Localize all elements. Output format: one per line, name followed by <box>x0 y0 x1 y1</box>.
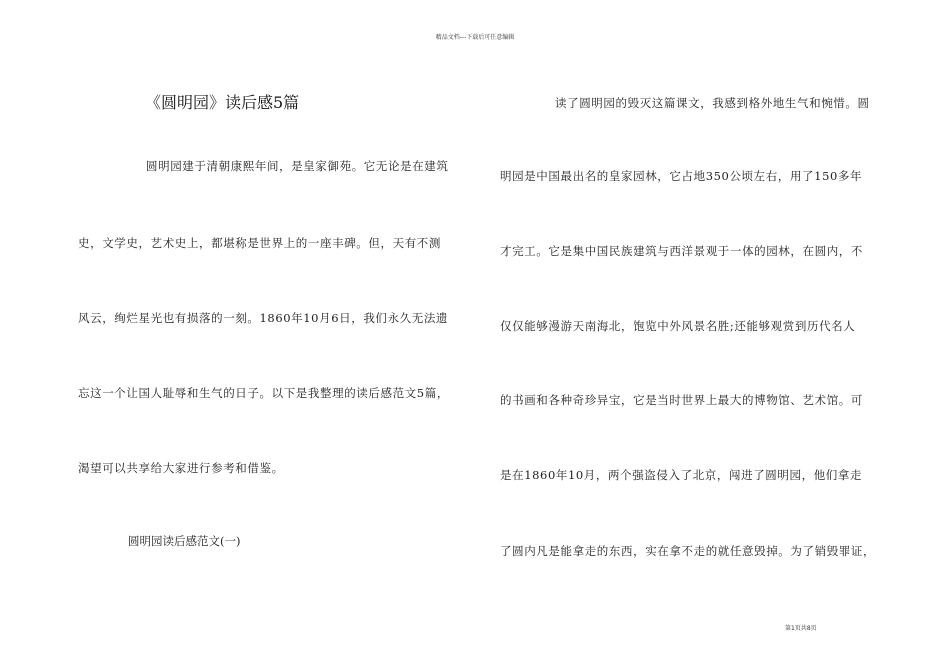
left-line: 风云，绚烂星光也有损落的一刻。1860年10月6日，我们永久无法遗 <box>78 311 449 325</box>
page-number: 第1页共8页 <box>785 625 817 632</box>
right-line: 明园是中国最出名的皇家园林，它占地350公顷左右，用了150多年 <box>500 169 863 183</box>
document-title: 《圆明园》读后感5篇 <box>145 93 300 112</box>
right-line: 仅仅能够漫游天南海北，饱览中外风景名胜;还能够观赏到历代名人 <box>500 319 856 333</box>
right-line: 才完工。它是集中国民族建筑与西洋景观于一体的园林，在圆内，不 <box>500 244 863 258</box>
header-note: 精品文档---下载后可任意编辑 <box>435 34 515 41</box>
section-subheading: 圆明园读后感范文(一) <box>128 534 241 548</box>
right-line: 读了圆明园的毁灭这篇课文，我感到格外地生气和惋惜。圆 <box>555 96 870 110</box>
left-line: 渴望可以共享给大家进行参考和借鉴。 <box>78 461 284 475</box>
left-line: 史，文学史，艺术史上，都堪称是世界上的一座丰碑。但，天有不测 <box>78 236 441 250</box>
right-line: 是在1860年10月，两个强盗侵入了北京，闯进了圆明园，他们拿走 <box>500 468 863 482</box>
right-line: 的书画和各种奇珍异宝，它是当时世界上最大的博物馆、艺术馆。可 <box>500 393 863 407</box>
left-line: 忘这一个让国人耻辱和生气的日子。以下是我整理的读后感范文5篇， <box>78 386 449 400</box>
left-line: 圆明园建于清朝康熙年间，是皇家御苑。它无论是在建筑 <box>146 159 449 173</box>
right-line: 了圆内凡是能拿走的东西，实在拿不走的就任意毁掉。为了销毁罪证， <box>500 544 876 558</box>
